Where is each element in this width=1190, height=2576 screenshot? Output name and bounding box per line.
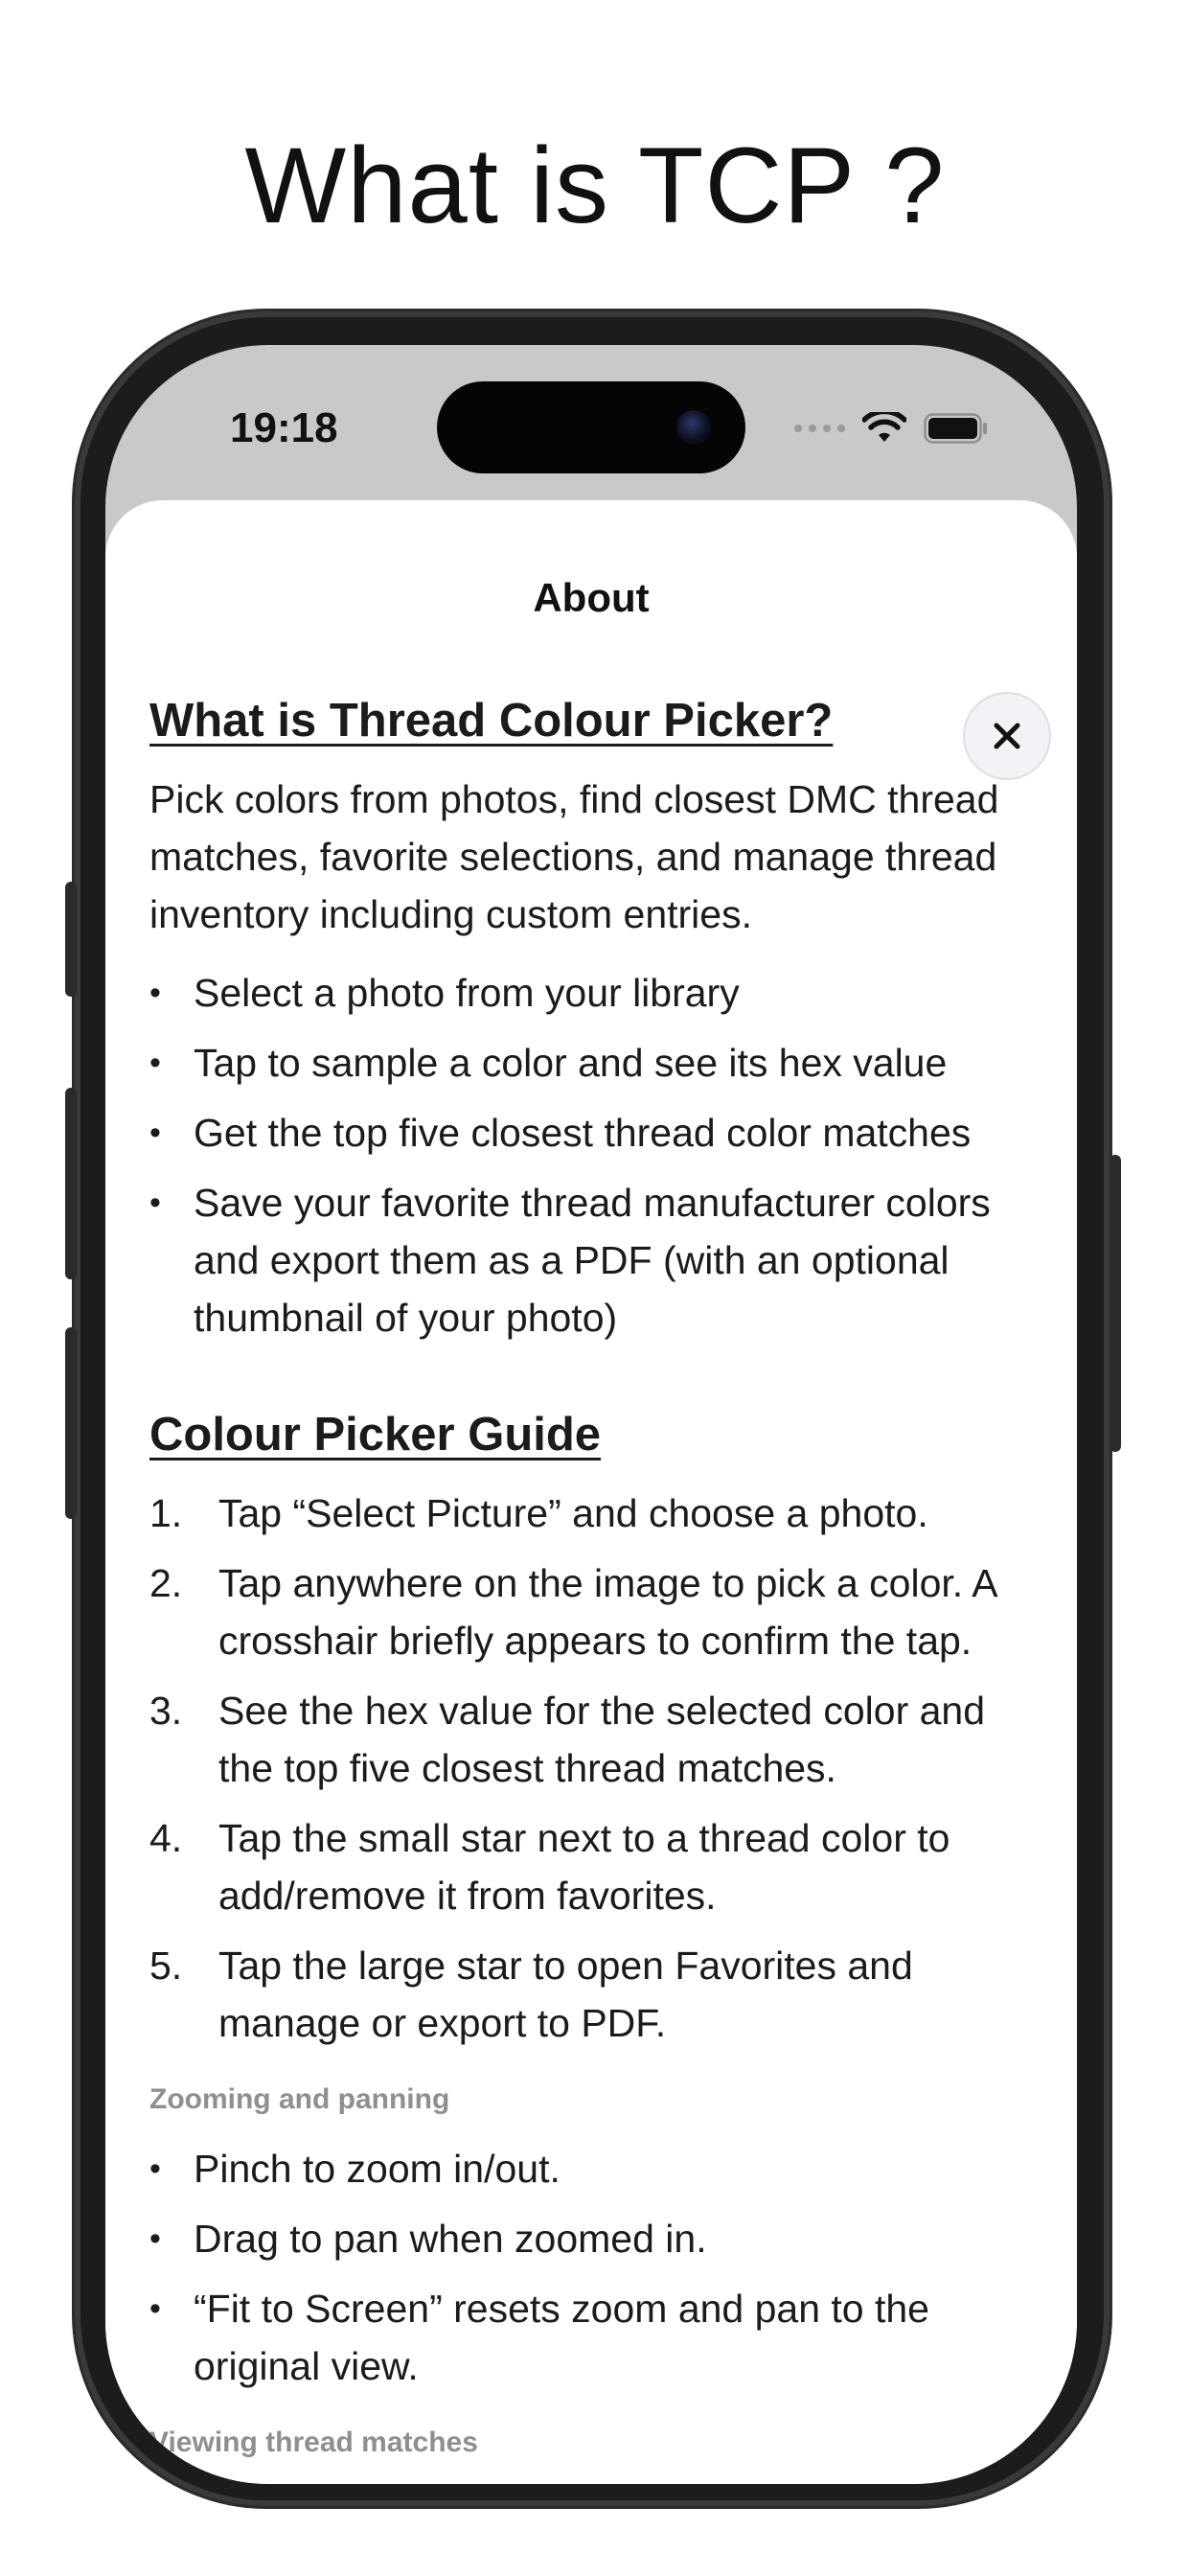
zoom-list xyxy=(149,2140,1031,2395)
feature-list xyxy=(149,964,1031,1346)
volume-down-button xyxy=(65,1327,77,1519)
subheading-viewing: Viewing thread matches xyxy=(149,2426,478,2458)
cellular-dots-icon xyxy=(794,425,845,432)
list-item: • Pinch to zoom in/out. xyxy=(149,2140,1031,2197)
dynamic-island xyxy=(437,381,745,473)
list-item: 2. Tap anywhere on the image to pick a color. A crosshair briefly appears to confirm the tap. xyxy=(149,1561,996,1663)
status-time: 19:18 xyxy=(230,404,338,451)
section-heading-what-is: What is Thread Colour Picker? xyxy=(149,695,834,747)
power-button xyxy=(1110,1155,1121,1452)
list-item: • Select a photo from your library xyxy=(149,964,1031,1022)
front-camera-icon xyxy=(676,410,711,445)
marketing-headline: What is TCP ? xyxy=(244,126,946,245)
list-item: • Get the top five closest thread color matches xyxy=(149,1104,1031,1162)
battery-icon xyxy=(924,413,989,444)
status-icons xyxy=(794,412,989,445)
guide-steps xyxy=(149,1484,1031,2052)
about-sheet[interactable] xyxy=(105,500,1077,2484)
list-item: 5. Tap the large star to open Favorites and manage or export to PDF. xyxy=(149,1944,913,2045)
section-heading-guide: Colour Picker Guide xyxy=(149,1409,602,1460)
list-item: • “Fit to Screen” resets zoom and pan to the original view. xyxy=(149,2280,1031,2395)
list-item: 4. Tap the small star next to a thread color to add/remove it from favorites. xyxy=(149,1816,950,1918)
intro-paragraph: Pick colors from photos, find closest DMC thread matches, favorite selections, and manage thread inventory including custom entries. xyxy=(149,777,999,936)
list-item: • Drag to pan when zoomed in. xyxy=(149,2210,1031,2267)
subheading-zoom: Zooming and panning xyxy=(149,2083,450,2115)
volume-up-button xyxy=(65,1088,77,1279)
about-content xyxy=(149,692,1031,2462)
list-item: 1. Tap “Select Picture” and choose a photo. xyxy=(149,1491,928,1535)
list-item: 3. See the hex value for the selected color and the top five closest thread matches. xyxy=(149,1689,986,1790)
wifi-icon xyxy=(862,412,906,445)
sheet-title: About xyxy=(533,575,650,620)
list-item: • Save your favorite thread manufacturer colors and export them as a PDF (with an optional thumbnail of your photo) xyxy=(149,1174,1031,1346)
list-item: • Tap to sample a color and see its hex value xyxy=(149,1034,1031,1092)
action-button xyxy=(65,882,77,997)
phone-screen xyxy=(105,345,1077,2484)
